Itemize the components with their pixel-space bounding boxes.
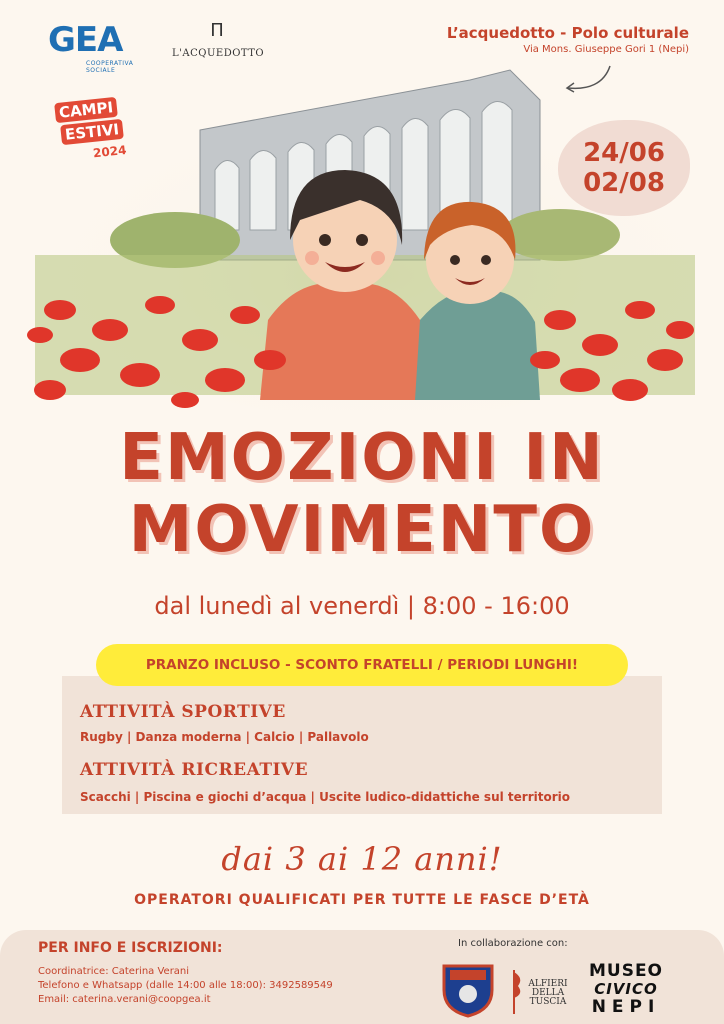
phone-text: Telefono e Whatsapp (dalle 14:00 alle 18:00): 3492589549 (38, 980, 333, 991)
hero-illustration (0, 60, 724, 410)
sport-list: Rugby | Danza moderna | Calcio | Pallavolo (80, 730, 369, 744)
rugby-club-logo (440, 960, 496, 1018)
recreational-heading: ATTIVITÀ RICREATIVE (80, 760, 309, 780)
acquedotto-logo-name: L'ACQUEDOTTO (172, 48, 265, 59)
date-range-badge (558, 120, 690, 216)
recreational-list: Scacchi | Piscina e giochi d’acqua | Uscite ludico-didattiche sul territorio (80, 790, 570, 804)
venue-address: Via Mons. Giuseppe Gori 1 (Nepi) (523, 44, 689, 55)
museo-logo-line3: NEPI (591, 997, 661, 1017)
info-heading: PER INFO E ISCRIZIONI: (38, 940, 223, 956)
alfieri-tuscia-logo (510, 966, 570, 1016)
coordinator-text: Coordinatrice: Caterina Verani (38, 966, 190, 977)
museo-civico-nepi-logo (584, 962, 668, 1018)
flag-icon (510, 966, 526, 1016)
age-range: dai 3 ai 12 anni! (221, 840, 503, 878)
sport-heading: ATTIVITÀ SPORTIVE (80, 702, 286, 722)
museo-logo-line1: MUSEO (588, 961, 664, 981)
gea-logo-subtitle: COOPERATIVA SOCIALE (86, 60, 134, 74)
operators-text: OPERATORI QUALIFICATI PER TUTTE LE FASCE D’ETÀ (134, 892, 590, 908)
email-text: Email: caterina.verani@coopgea.it (38, 994, 211, 1005)
pillar-icon: Π (210, 20, 224, 41)
highlight-banner: PRANZO INCLUSO - SCONTO FRATELLI / PERIODI LUNGHI! (96, 644, 628, 686)
gea-logo-word: GEA (48, 20, 123, 60)
title-line2: MOVIMENTO (128, 493, 596, 567)
title-line1: EMOZIONI IN (119, 421, 605, 495)
badge-line1: CAMPI (54, 97, 118, 123)
museo-logo-line2: CIVICO (594, 980, 658, 998)
badge-year: 2024 (92, 142, 128, 161)
collaboration-label: In collaborazione con: (458, 938, 568, 949)
main-title (0, 422, 724, 566)
badge-line2: ESTIVI (60, 119, 124, 145)
alfieri-logo-text: ALFIERI DELLA TUSCIA (528, 979, 568, 1007)
venue-title: L’acquedotto - Polo culturale (446, 24, 689, 42)
end-date: 02/08 (583, 168, 665, 198)
schedule-text: dal lunedì al venerdì | 8:00 - 16:00 (154, 592, 570, 620)
start-date: 24/06 (583, 138, 665, 168)
